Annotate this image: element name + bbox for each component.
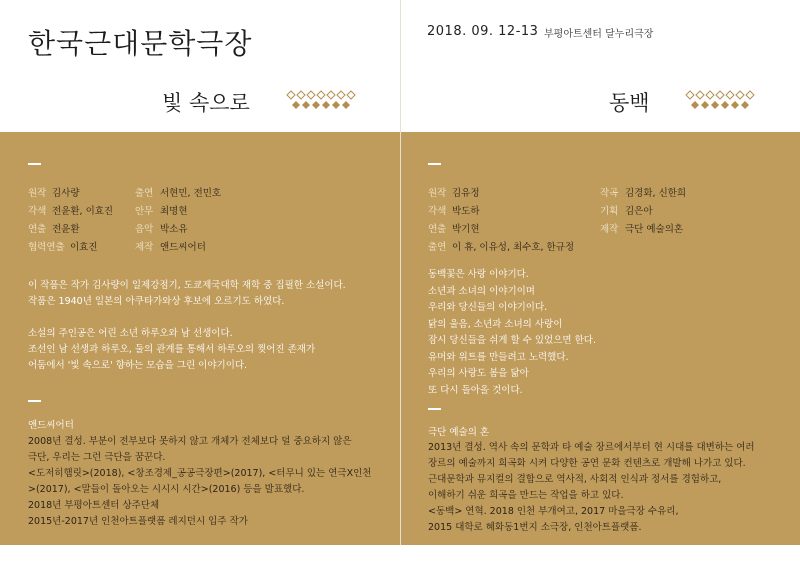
synopsis-line: 소설의 주인공은 어린 소년 하루오와 남 선생이다. <box>28 328 233 339</box>
credit-value: 김경화, 신한희 <box>625 188 687 199</box>
credit-label: 원작 <box>428 188 447 199</box>
credit-value: 이 휴, 이유성, 최수호, 한규정 <box>452 242 575 253</box>
credit-value: 박도하 <box>452 206 480 217</box>
credits-right <box>428 185 788 257</box>
credit-label: 제작 <box>600 224 619 235</box>
credit-value: 김유정 <box>452 188 480 199</box>
company-line: 2015년-2017년 인천아트플랫폼 레지던시 입주 작가 <box>28 516 248 527</box>
section-dash <box>28 400 41 402</box>
synopsis-line: 작품은 1940년 일본의 아쿠타가와상 후보에 오르기도 하였다. <box>28 296 285 307</box>
company-line: 2013년 결성. 역사 속의 문학과 타 예술 장르에서부터 현 시대를 대변하는 여러 <box>428 442 755 453</box>
company-line: 이해하기 쉬운 희곡을 만드는 작업을 하고 있다. <box>428 490 624 501</box>
credit-value: 앤드씨어터 <box>160 242 206 253</box>
credit-label: 출연 <box>428 242 447 253</box>
credit-value: 전윤환 <box>52 224 80 235</box>
credit-label: 출연 <box>135 188 154 199</box>
synopsis-line: 동백꽃은 사랑 이야기다. <box>428 269 529 280</box>
credit-label: 제작 <box>135 242 154 253</box>
section-dash <box>428 163 441 165</box>
credit-value: 극단 예술의혼 <box>625 224 684 235</box>
performance-date: 2018. 09. 12-13 <box>427 24 539 39</box>
credit-label: 기획 <box>600 206 619 217</box>
company-name-left: 앤드씨어터 <box>28 420 74 431</box>
credit-label: 안무 <box>135 206 154 217</box>
company-line: 2018년 부평아트센터 상주단체 <box>28 500 160 511</box>
synopsis-line: 조선인 남 선생과 하루오, 둘의 관계를 통해서 하루오의 찢어진 존재가 <box>28 344 316 355</box>
credit-value: 김은아 <box>625 206 653 217</box>
credit-label: 협력연출 <box>28 242 65 253</box>
credit-value: 김사량 <box>52 188 80 199</box>
credit-value: 최명현 <box>160 206 188 217</box>
synopsis-right <box>428 267 788 399</box>
synopsis-line: 우리와 당신들의 이야기이다. <box>428 302 548 313</box>
credit-label: 음악 <box>135 224 154 235</box>
credit-label: 연출 <box>28 224 47 235</box>
credit-value: 서현민, 전민호 <box>160 188 222 199</box>
credit-value: 이효진 <box>70 242 98 253</box>
section-dash <box>428 408 441 410</box>
credit-label: 각색 <box>28 206 47 217</box>
company-line: 극단, 우리는 그런 극단을 꿈꾼다. <box>28 452 166 463</box>
credit-label: 작곡 <box>600 188 619 199</box>
page-fold <box>400 0 401 565</box>
synopsis-line: 닭의 울음, 소년과 소녀의 사랑이 <box>428 318 563 330</box>
bottom-margin <box>0 545 800 565</box>
credit-label: 원작 <box>28 188 47 199</box>
company-line: 2015 대학로 혜화동1번지 소극장, 인천아트플랫폼. <box>428 522 642 533</box>
synopsis-line: 유머와 위트를 만들려고 노력했다. <box>428 351 569 363</box>
credit-value: 전윤환, 이효진 <box>52 206 114 217</box>
synopsis-line: 또 다시 돌아올 것이다. <box>428 384 523 396</box>
credit-value: 박소유 <box>160 224 188 235</box>
credit-label: 각색 <box>428 206 447 217</box>
section-dash <box>28 163 41 165</box>
company-desc-left <box>28 434 388 530</box>
synopsis-line: 우리의 사랑도 봄을 닮아 <box>428 368 529 379</box>
company-line: 장르의 예술까지 희곡화 시켜 다양한 공연 문화 컨텐츠로 개발해 나가고 있다. <box>428 458 746 469</box>
synopsis-line: 어둠에서 '빛 속으로' 향하는 모습을 그린 이야기이다. <box>28 360 248 371</box>
synopsis-line: 잠시 당신들을 쉬게 할 수 있었으면 한다. <box>428 335 596 346</box>
company-line: >(2017), <말들이 돌아오는 시시시 시간>(2016) 등을 발표했다. <box>28 484 305 495</box>
credits-left <box>28 185 388 257</box>
main-title: 한국근대문학극장 <box>28 27 253 60</box>
company-line: 근대문학과 뮤지컬의 결합으로 역사적, 사회적 인식과 정서를 경험하고, <box>428 474 722 485</box>
credit-value: 박기현 <box>452 224 480 235</box>
credit-label: 연출 <box>428 224 447 235</box>
company-line: <동백> 연혁. 2018 인천 부개여고, 2017 마을극장 수유리, <box>428 506 679 517</box>
company-line: 2008년 결성. 부분이 전부보다 못하지 않고 개체가 전체보다 덜 중요하지 않은 <box>28 436 352 447</box>
play-title-right: 동백 <box>609 91 650 115</box>
play-title-left: 빛 속으로 <box>162 91 250 115</box>
synopsis-left <box>28 278 388 374</box>
venue: 부평아트센터 달누리극장 <box>544 29 654 40</box>
company-line: <도저히햄릿>(2018), <창조경제_공공극장편>(2017), <터무니 있는 연극X인천 <box>28 468 372 479</box>
synopsis-line: 소년과 소녀의 이야기이며 <box>428 285 535 297</box>
company-desc-right <box>428 440 788 536</box>
synopsis-line: 이 작품은 작가 김사량이 일제강점기, 도쿄제국대학 재학 중 집필한 소설이다. <box>28 280 346 291</box>
company-name-right: 극단 예술의 혼 <box>428 427 490 438</box>
synopsis-line <box>28 310 388 326</box>
